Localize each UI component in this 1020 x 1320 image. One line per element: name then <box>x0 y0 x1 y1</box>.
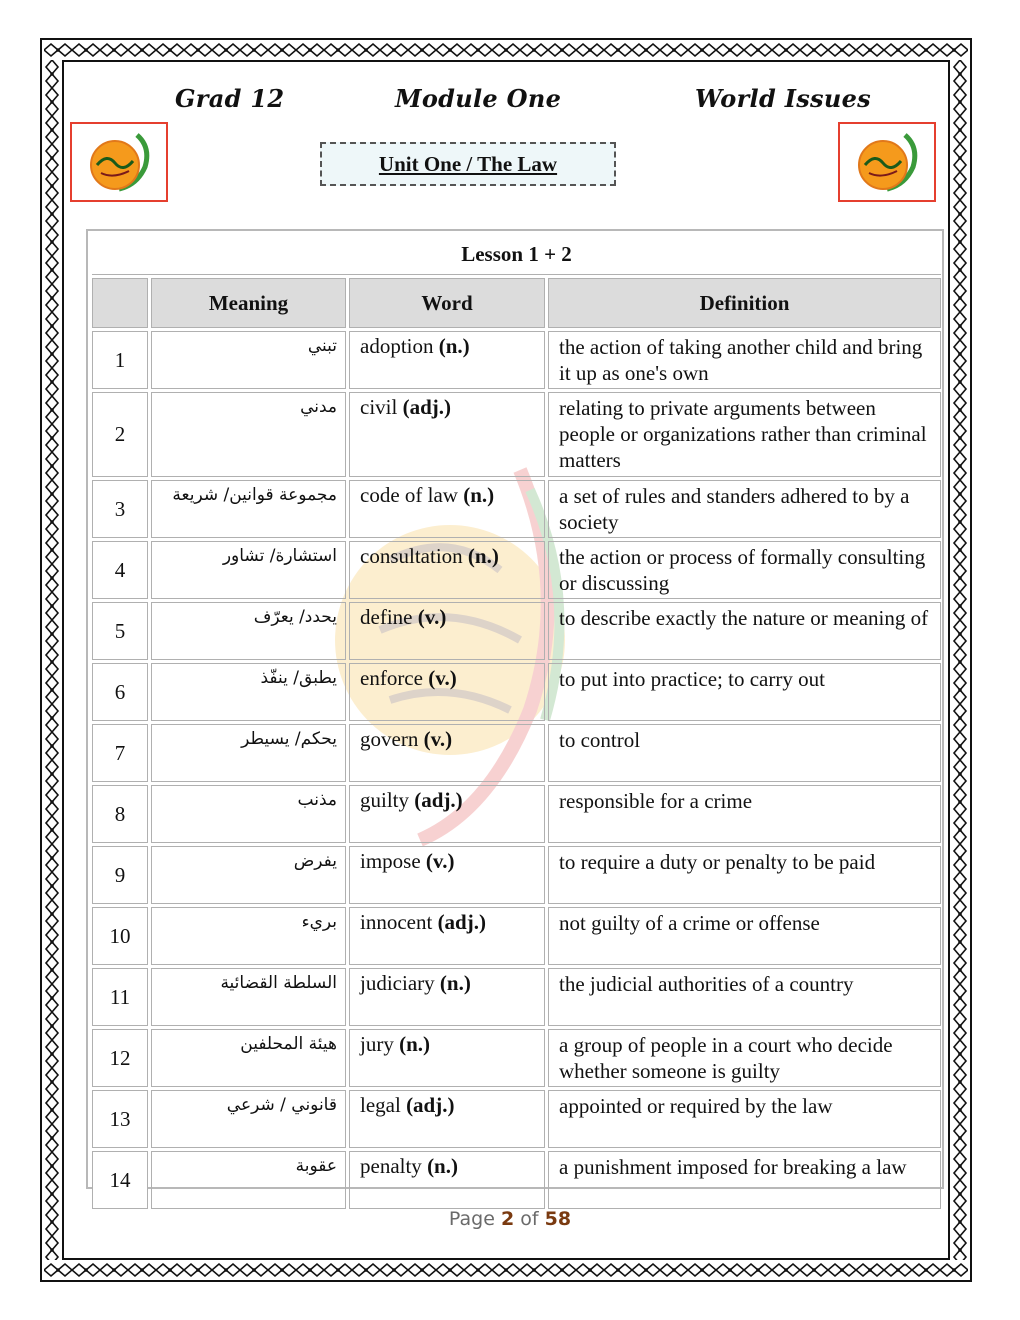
column-header-definition: Definition <box>548 278 941 328</box>
vocab-word <box>349 392 545 477</box>
word-definition: the action of taking another child and bring it up as one's own <box>548 331 941 389</box>
arabic-meaning: مدني <box>151 392 346 477</box>
unit-title-box <box>320 142 616 186</box>
table-row <box>92 392 941 477</box>
vocab-word <box>349 331 545 389</box>
table-row <box>92 331 941 389</box>
column-header-meaning: Meaning <box>151 278 346 328</box>
word-definition: a punishment imposed for breaking a law <box>548 1151 941 1209</box>
part-of-speech: (n.) <box>399 1032 430 1056</box>
vocab-word <box>349 907 545 965</box>
table-row <box>92 541 941 599</box>
part-of-speech: (n.) <box>427 1154 458 1178</box>
word-text: penalty <box>360 1154 422 1178</box>
word-definition: to put into practice; to carry out <box>548 663 941 721</box>
word-text: code of law <box>360 483 458 507</box>
row-number: 4 <box>92 541 148 599</box>
page-footer <box>0 1208 1020 1230</box>
header-topic: World Issues <box>695 84 871 113</box>
part-of-speech: (n.) <box>463 483 495 507</box>
part-of-speech: (n.) <box>438 334 470 358</box>
row-number: 12 <box>92 1029 148 1087</box>
word-definition: responsible for a crime <box>548 785 941 843</box>
row-number: 6 <box>92 663 148 721</box>
row-number: 8 <box>92 785 148 843</box>
footer-page-label: Page <box>448 1208 495 1230</box>
part-of-speech: (adj.) <box>402 395 451 419</box>
arabic-meaning: يحكم/ يسيطر <box>151 724 346 782</box>
word-text: consultation <box>360 544 463 568</box>
table-row <box>92 785 941 843</box>
vocab-word <box>349 602 545 660</box>
word-definition: the judicial authorities of a country <box>548 968 941 1026</box>
table-row <box>92 1090 941 1148</box>
word-definition: to require a duty or penalty to be paid <box>548 846 941 904</box>
school-logo-icon <box>79 127 159 197</box>
row-number: 3 <box>92 480 148 538</box>
table-row <box>92 846 941 904</box>
word-text: impose <box>360 849 421 873</box>
word-text: legal <box>360 1093 401 1117</box>
row-number: 14 <box>92 1151 148 1209</box>
border-pattern-bottom <box>44 1262 968 1278</box>
table-row <box>92 480 941 538</box>
vocab-word <box>349 1151 545 1209</box>
arabic-meaning: هيئة المحلفين <box>151 1029 346 1087</box>
school-logo-icon <box>847 127 927 197</box>
part-of-speech: (v.) <box>417 605 447 629</box>
column-header-number <box>92 278 148 328</box>
table-row <box>92 968 941 1026</box>
word-definition: relating to private arguments between people or organizations rather than criminal matters <box>548 392 941 477</box>
row-number: 13 <box>92 1090 148 1148</box>
row-number: 7 <box>92 724 148 782</box>
part-of-speech: (v.) <box>423 727 453 751</box>
border-pattern-top <box>44 42 968 58</box>
row-number: 2 <box>92 392 148 477</box>
table-row <box>92 907 941 965</box>
part-of-speech: (v.) <box>425 849 455 873</box>
word-text: govern <box>360 727 419 751</box>
table-row <box>92 1029 941 1087</box>
row-number: 9 <box>92 846 148 904</box>
arabic-meaning: عقوبة <box>151 1151 346 1209</box>
footer-total-pages: 58 <box>544 1208 572 1230</box>
table-row <box>92 663 941 721</box>
header-module: Module One <box>395 84 562 113</box>
word-definition: the action or process of formally consulting or discussing <box>548 541 941 599</box>
word-definition: a group of people in a court who decide whether someone is guilty <box>548 1029 941 1087</box>
arabic-meaning: بريء <box>151 907 346 965</box>
word-text: jury <box>360 1032 394 1056</box>
table-row <box>92 1151 941 1209</box>
vocab-word <box>349 846 545 904</box>
vocab-word <box>349 968 545 1026</box>
word-definition: to describe exactly the nature or meaning of <box>548 602 941 660</box>
part-of-speech: (n.) <box>467 544 499 568</box>
word-definition: appointed or required by the law <box>548 1090 941 1148</box>
word-definition: to control <box>548 724 941 782</box>
part-of-speech: (adj.) <box>406 1093 455 1117</box>
vocabulary-table-frame <box>86 229 944 1192</box>
vocab-word <box>349 1029 545 1087</box>
arabic-meaning: يطبق/ ينفّذ <box>151 663 346 721</box>
part-of-speech: (adj.) <box>414 788 463 812</box>
word-text: define <box>360 605 413 629</box>
school-logo-left <box>70 122 168 202</box>
vocab-word <box>349 541 545 599</box>
row-number: 11 <box>92 968 148 1026</box>
word-text: guilty <box>360 788 410 812</box>
word-text: enforce <box>360 666 423 690</box>
border-pattern-right <box>952 60 968 1260</box>
arabic-meaning: استشارة/ تشاور <box>151 541 346 599</box>
school-logo-right <box>838 122 936 202</box>
arabic-meaning: تبني <box>151 331 346 389</box>
lesson-title: Lesson 1 + 2 <box>92 234 941 275</box>
vocab-word <box>349 480 545 538</box>
table-row <box>92 602 941 660</box>
arabic-meaning: قانوني / شرعي <box>151 1090 346 1148</box>
table-row <box>92 724 941 782</box>
arabic-meaning: مذنب <box>151 785 346 843</box>
part-of-speech: (v.) <box>428 666 457 690</box>
arabic-meaning: يحدد/ يعرّف <box>151 602 346 660</box>
vocabulary-table <box>89 231 944 1212</box>
word-text: judiciary <box>360 971 435 995</box>
vocab-word <box>349 785 545 843</box>
vocab-word <box>349 663 545 721</box>
part-of-speech: (adj.) <box>437 910 486 934</box>
row-number: 5 <box>92 602 148 660</box>
word-text: adoption <box>360 334 434 358</box>
vocab-word <box>349 1090 545 1148</box>
column-header-word: Word <box>349 278 545 328</box>
border-pattern-left <box>44 60 60 1260</box>
footer-of-label: of <box>520 1208 539 1230</box>
word-definition: not guilty of a crime or offense <box>548 907 941 965</box>
word-text: innocent <box>360 910 433 934</box>
part-of-speech: (n.) <box>439 971 471 995</box>
word-text: civil <box>360 395 398 419</box>
arabic-meaning: السلطة القضائية <box>151 968 346 1026</box>
vocab-word <box>349 724 545 782</box>
header-grade: Grad 12 <box>175 84 285 113</box>
row-number: 1 <box>92 331 148 389</box>
unit-title: Unit One / The Law <box>378 152 558 176</box>
footer-current-page: 2 <box>500 1208 515 1230</box>
arabic-meaning: يفرض <box>151 846 346 904</box>
row-number: 10 <box>92 907 148 965</box>
word-definition: a set of rules and standers adhered to by a society <box>548 480 941 538</box>
arabic-meaning: مجموعة قوانين/ شريعة <box>151 480 346 538</box>
